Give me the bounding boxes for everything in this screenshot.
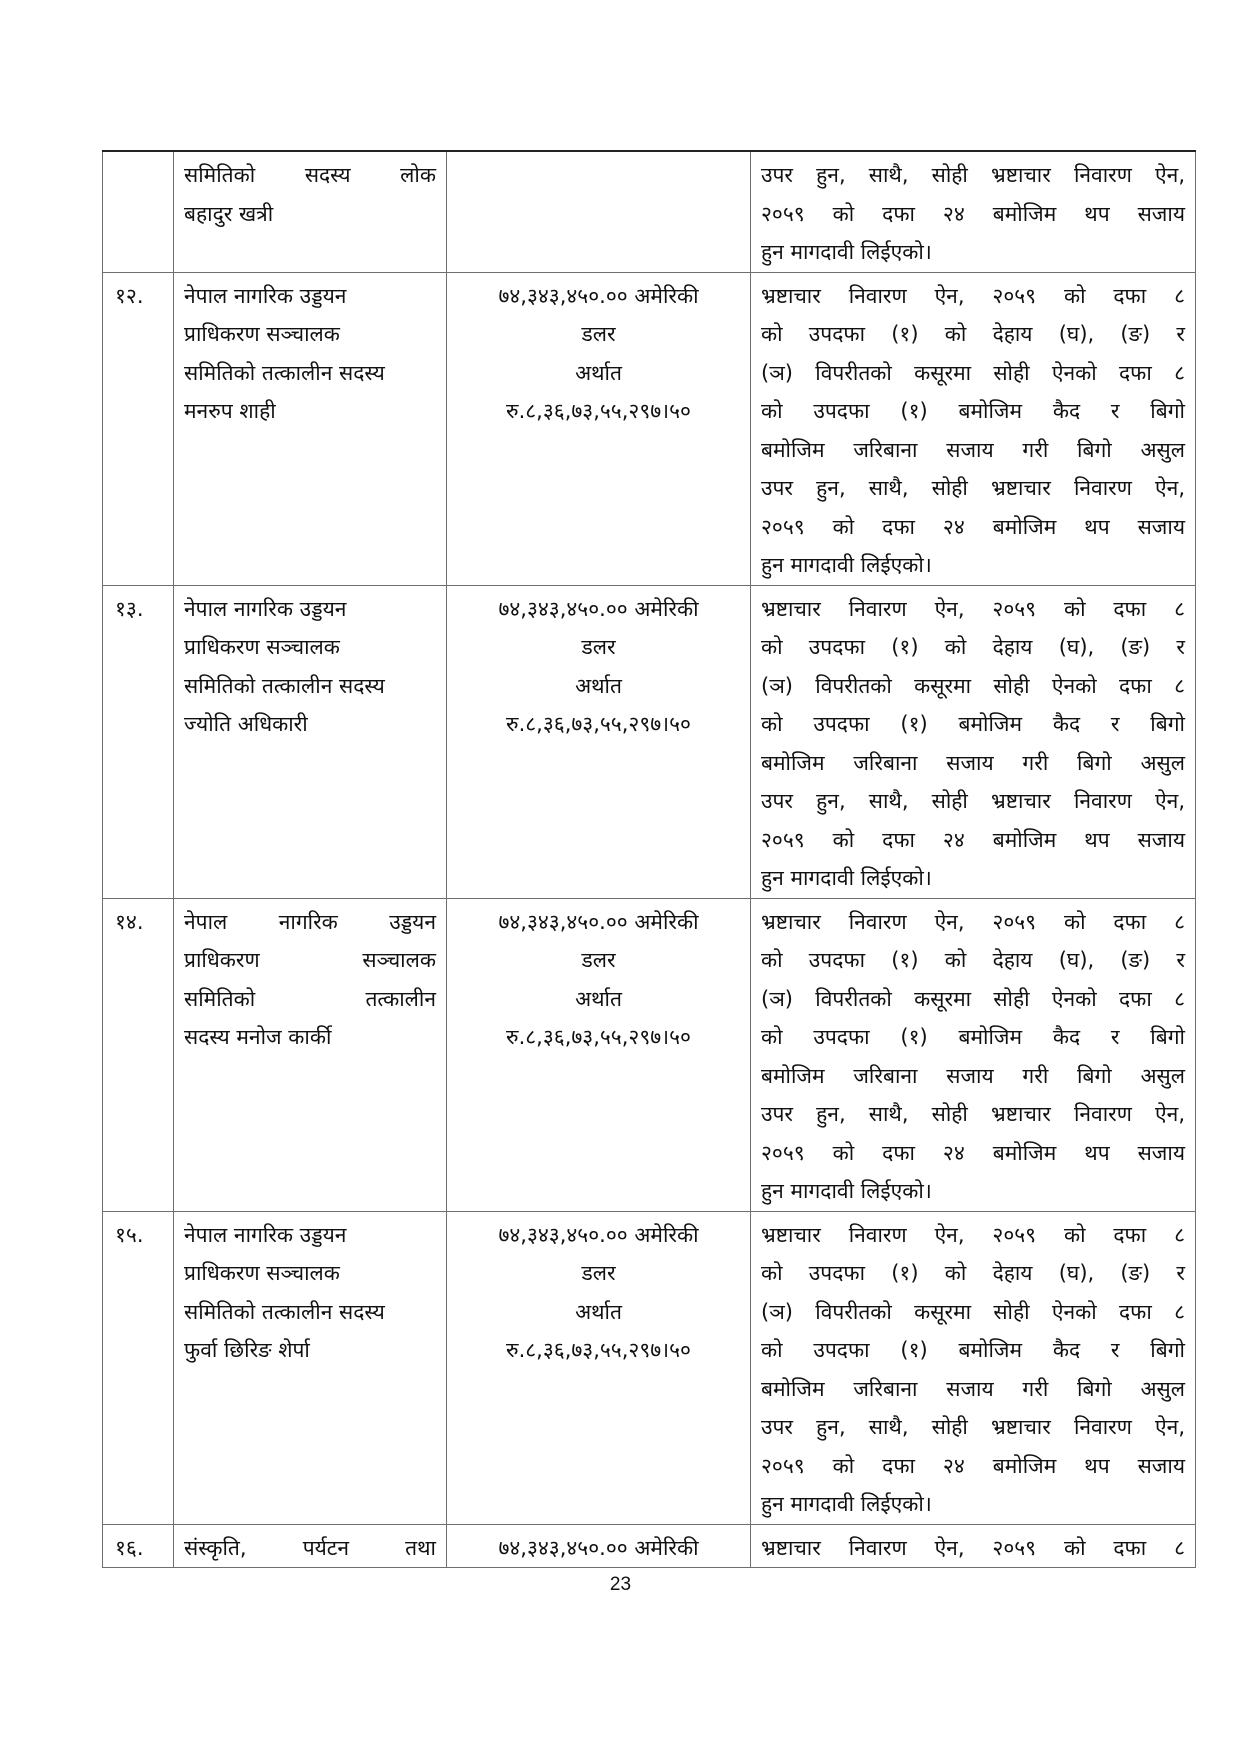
charge-line: बमोजिम जरिबाना सजाय गरी बिगो असुल [761, 1376, 1185, 1401]
table-row [103, 585, 1196, 898]
defendant-line: समितिको तत्कालीन सदस्य [184, 1299, 385, 1324]
claim-amount-line: रु.८,३६,७३,५५,२९७।५० [506, 1338, 691, 1362]
serial-number: १३. [115, 596, 144, 621]
defendant-line: नेपाल नागरिक उड्डयन [184, 596, 347, 621]
defendant-cell [174, 1211, 447, 1524]
charge-line: २०५९ को दफा २४ बमोजिम थप सजाय [761, 1140, 1185, 1165]
charge-line: को उपदफा (१) बमोजिम कैद र बिगो [761, 1025, 1185, 1049]
defendant-cell [174, 898, 447, 1211]
claim-amount-line: रु.८,३६,७३,५५,२९७।५० [506, 712, 691, 736]
charge-line: (ञ) विपरीतको कसूरमा सोही ऐनको दफा ८ [761, 1299, 1185, 1324]
claim-amount-cell [447, 272, 751, 585]
claim-amount-line: डलर [581, 948, 616, 972]
claim-amount-line: ७४,३४३,४५०.०० अमेरिकी [498, 1222, 699, 1247]
charge-line: बमोजिम जरिबाना सजाय गरी बिगो असुल [761, 750, 1185, 775]
charge-cell [751, 585, 1196, 898]
charge-line: को उपदफा (१) को देहाय (घ), (ङ) र [761, 322, 1185, 346]
charge-line: भ्रष्टाचार निवारण ऐन, २०५९ को दफा ८ [761, 909, 1185, 934]
charge-line: हुन मागदावी लिईएको। [761, 240, 932, 264]
charge-line: उपर हुन, साथै, सोही भ्रष्टाचार निवारण ऐन, [761, 1415, 1185, 1439]
claim-amount-line: डलर [581, 1261, 616, 1285]
charge-cell [751, 151, 1196, 272]
defendant-cell [174, 585, 447, 898]
claim-amount-line: रु.८,३६,७३,५५,२९७।५० [506, 1025, 691, 1049]
claim-amount-cell [447, 151, 751, 272]
claim-amount-line: ७४,३४३,४५०.०० अमेरिकी [498, 283, 699, 308]
serial-number: १४. [115, 909, 144, 934]
charge-line: भ्रष्टाचार निवारण ऐन, २०५९ को दफा ८ [761, 1222, 1185, 1247]
claim-amount-line: डलर [581, 322, 616, 346]
charge-line: (ञ) विपरीतको कसूरमा सोही ऐनको दफा ८ [761, 986, 1185, 1011]
table-row [103, 151, 1196, 272]
charge-line: बमोजिम जरिबाना सजाय गरी बिगो असुल [761, 437, 1185, 462]
table-row [103, 1524, 1196, 1568]
claim-amount-line: अर्थात [575, 673, 622, 698]
defendant-line: समितिको सदस्य लोक [184, 163, 436, 187]
defendant-line: बहादुर खत्री [184, 201, 274, 226]
charge-line: भ्रष्टाचार निवारण ऐन, २०५९ को दफा ८ [761, 1535, 1185, 1560]
claim-amount-cell [447, 585, 751, 898]
defendant-line: संस्कृति, पर्यटन तथा [184, 1535, 436, 1560]
defendant-line: प्राधिकरण सञ्चालक [184, 1261, 340, 1285]
serial-number: १६. [115, 1535, 144, 1560]
defendant-line: प्राधिकरण सञ्चालक [184, 635, 340, 659]
charge-line: भ्रष्टाचार निवारण ऐन, २०५९ को दफा ८ [761, 283, 1185, 308]
charge-line: को उपदफा (१) बमोजिम कैद र बिगो [761, 399, 1185, 423]
charge-line: उपर हुन, साथै, सोही भ्रष्टाचार निवारण ऐन, [761, 789, 1185, 813]
charge-cell [751, 898, 1196, 1211]
serial-number-cell [103, 898, 174, 1211]
defendant-cell [174, 151, 447, 272]
charge-cell [751, 1211, 1196, 1524]
charge-line: को उपदफा (१) बमोजिम कैद र बिगो [761, 1338, 1185, 1362]
claim-amount-line: डलर [581, 635, 616, 659]
table-row [103, 898, 1196, 1211]
charge-line: २०५९ को दफा २४ बमोजिम थप सजाय [761, 201, 1185, 226]
claim-amount-line: ७४,३४३,४५०.०० अमेरिकी [498, 596, 699, 621]
defendant-line: समितिको तत्कालीन सदस्य [184, 360, 385, 385]
charge-line: भ्रष्टाचार निवारण ऐन, २०५९ को दफा ८ [761, 596, 1185, 621]
claim-amount-line: ७४,३४३,४५०.०० अमेरिकी [498, 1535, 699, 1560]
defendant-line: प्राधिकरण सञ्चालक [184, 948, 436, 972]
charge-line: को उपदफा (१) बमोजिम कैद र बिगो [761, 712, 1185, 736]
charge-cell [751, 272, 1196, 585]
charge-line: उपर हुन, साथै, सोही भ्रष्टाचार निवारण ऐन, [761, 1102, 1185, 1126]
charge-line: २०५९ को दफा २४ बमोजिम थप सजाय [761, 827, 1185, 852]
claim-amount-line: रु.८,३६,७३,५५,२९७।५० [506, 399, 691, 423]
table-row [103, 272, 1196, 585]
serial-number: १२. [115, 283, 144, 308]
charge-line: उपर हुन, साथै, सोही भ्रष्टाचार निवारण ऐन, [761, 163, 1185, 187]
claim-amount-line: अर्थात [575, 986, 622, 1011]
charge-line: बमोजिम जरिबाना सजाय गरी बिगो असुल [761, 1063, 1185, 1088]
charge-line: (ञ) विपरीतको कसूरमा सोही ऐनको दफा ८ [761, 360, 1185, 385]
claim-amount-cell [447, 1524, 751, 1568]
page-number: 23 [609, 1574, 632, 1595]
charge-line: को उपदफा (१) को देहाय (घ), (ङ) र [761, 948, 1185, 972]
defendant-line: नेपाल नागरिक उड्डयन [184, 909, 436, 934]
serial-number-cell [103, 151, 174, 272]
serial-number-cell [103, 1524, 174, 1568]
table-row [103, 1211, 1196, 1524]
charge-line: को उपदफा (१) को देहाय (घ), (ङ) र [761, 1261, 1185, 1285]
defendant-line: प्राधिकरण सञ्चालक [184, 322, 340, 346]
charge-line: २०५९ को दफा २४ बमोजिम थप सजाय [761, 1453, 1185, 1478]
defendant-line: मनरुप शाही [184, 399, 276, 423]
charge-line: को उपदफा (१) को देहाय (घ), (ङ) र [761, 635, 1185, 659]
claim-amount-cell [447, 1211, 751, 1524]
charge-cell [751, 1524, 1196, 1568]
charge-line: उपर हुन, साथै, सोही भ्रष्टाचार निवारण ऐन, [761, 476, 1185, 500]
defendant-line: नेपाल नागरिक उड्डयन [184, 283, 347, 308]
defendant-line: नेपाल नागरिक उड्डयन [184, 1222, 347, 1247]
claim-amount-line: अर्थात [575, 1299, 622, 1324]
charge-line: हुन मागदावी लिईएको। [761, 1179, 932, 1203]
charge-line: हुन मागदावी लिईएको। [761, 553, 932, 577]
defendant-line: फुर्वा छिरिङ शेर्पा [184, 1338, 310, 1362]
claim-amount-line: अर्थात [575, 360, 622, 385]
charge-line: हुन मागदावी लिईएको। [761, 866, 932, 890]
serial-number-cell [103, 585, 174, 898]
claim-amount-line: ७४,३४३,४५०.०० अमेरिकी [498, 909, 699, 934]
charge-line: २०५९ को दफा २४ बमोजिम थप सजाय [761, 514, 1185, 539]
case-table [102, 150, 1196, 1568]
defendant-line: ज्योति अधिकारी [184, 712, 308, 736]
charge-line: (ञ) विपरीतको कसूरमा सोही ऐनको दफा ८ [761, 673, 1185, 698]
defendant-line: समितिको तत्कालीन [184, 986, 436, 1011]
defendant-line: समितिको तत्कालीन सदस्य [184, 673, 385, 698]
serial-number-cell [103, 272, 174, 585]
claim-amount-cell [447, 898, 751, 1211]
defendant-cell [174, 272, 447, 585]
serial-number-cell [103, 1211, 174, 1524]
serial-number: १५. [115, 1222, 144, 1247]
defendant-line: सदस्य मनोज कार्की [184, 1025, 332, 1049]
defendant-cell [174, 1524, 447, 1568]
case-table-body [103, 151, 1196, 1568]
charge-line: हुन मागदावी लिईएको। [761, 1492, 932, 1516]
